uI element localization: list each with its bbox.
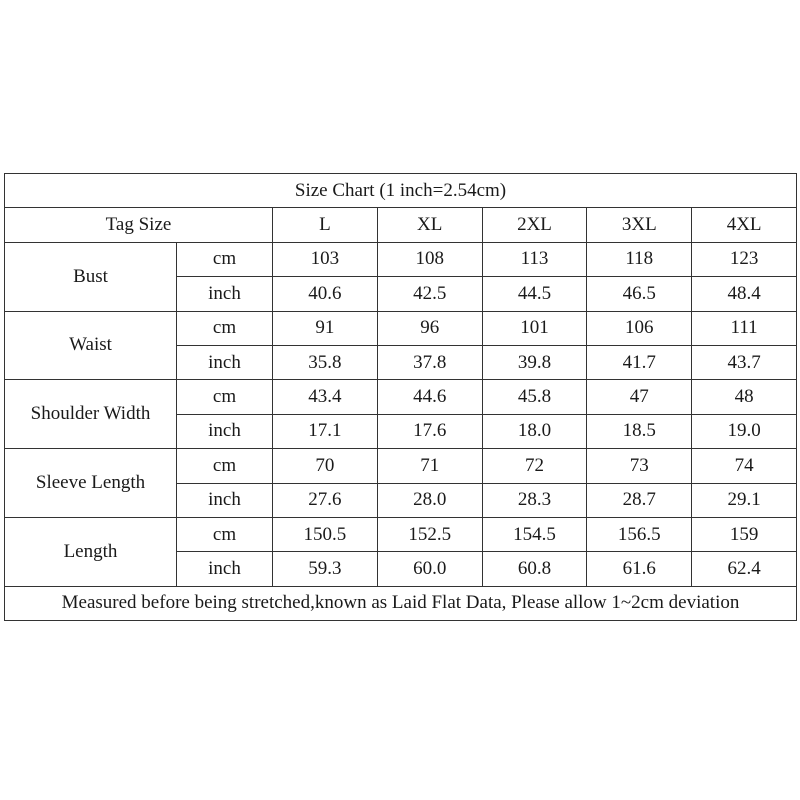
title-row — [5, 174, 797, 208]
value-cell: 159 — [692, 517, 797, 551]
value-cell: 41.7 — [587, 345, 692, 379]
measurement-row — [5, 380, 797, 414]
measurement-row — [5, 449, 797, 483]
value-cell: 106 — [587, 311, 692, 345]
value-cell: 42.5 — [377, 277, 482, 311]
chart-title: Size Chart (1 inch=2.54cm) — [5, 174, 797, 208]
value-cell: 62.4 — [692, 552, 797, 586]
measurement-name: Waist — [5, 311, 177, 380]
unit-cell: inch — [177, 483, 273, 517]
value-cell: 70 — [273, 449, 378, 483]
value-cell: 72 — [482, 449, 587, 483]
size-chart-table — [4, 173, 797, 621]
value-cell: 44.6 — [377, 380, 482, 414]
value-cell: 61.6 — [587, 552, 692, 586]
value-cell: 60.8 — [482, 552, 587, 586]
size-header: XL — [377, 208, 482, 242]
value-cell: 18.5 — [587, 414, 692, 448]
value-cell: 46.5 — [587, 277, 692, 311]
footer-note: Measured before being stretched,known as Laid Flat Data, Please allow 1~2cm deviation — [5, 586, 797, 620]
measurement-name: Bust — [5, 242, 177, 311]
value-cell: 150.5 — [273, 517, 378, 551]
unit-cell: cm — [177, 380, 273, 414]
size-header: L — [273, 208, 378, 242]
measurement-name: Length — [5, 517, 177, 586]
value-cell: 74 — [692, 449, 797, 483]
header-row — [5, 208, 797, 242]
measurement-row — [5, 517, 797, 551]
value-cell: 118 — [587, 242, 692, 276]
footer-row — [5, 586, 797, 620]
value-cell: 27.6 — [273, 483, 378, 517]
value-cell: 28.3 — [482, 483, 587, 517]
value-cell: 18.0 — [482, 414, 587, 448]
size-chart-body — [5, 174, 797, 621]
value-cell: 60.0 — [377, 552, 482, 586]
value-cell: 45.8 — [482, 380, 587, 414]
unit-cell: inch — [177, 345, 273, 379]
value-cell: 40.6 — [273, 277, 378, 311]
value-cell: 152.5 — [377, 517, 482, 551]
value-cell: 73 — [587, 449, 692, 483]
size-header: 2XL — [482, 208, 587, 242]
unit-cell: inch — [177, 277, 273, 311]
value-cell: 156.5 — [587, 517, 692, 551]
value-cell: 35.8 — [273, 345, 378, 379]
value-cell: 48.4 — [692, 277, 797, 311]
value-cell: 123 — [692, 242, 797, 276]
size-header: 4XL — [692, 208, 797, 242]
value-cell: 113 — [482, 242, 587, 276]
unit-cell: inch — [177, 552, 273, 586]
value-cell: 37.8 — [377, 345, 482, 379]
value-cell: 29.1 — [692, 483, 797, 517]
unit-cell: inch — [177, 414, 273, 448]
measurement-name: Shoulder Width — [5, 380, 177, 449]
value-cell: 108 — [377, 242, 482, 276]
value-cell: 28.7 — [587, 483, 692, 517]
value-cell: 101 — [482, 311, 587, 345]
value-cell: 48 — [692, 380, 797, 414]
value-cell: 47 — [587, 380, 692, 414]
value-cell: 111 — [692, 311, 797, 345]
value-cell: 59.3 — [273, 552, 378, 586]
value-cell: 39.8 — [482, 345, 587, 379]
value-cell: 19.0 — [692, 414, 797, 448]
value-cell: 17.1 — [273, 414, 378, 448]
tag-size-label: Tag Size — [5, 208, 273, 242]
value-cell: 44.5 — [482, 277, 587, 311]
unit-cell: cm — [177, 311, 273, 345]
size-header: 3XL — [587, 208, 692, 242]
value-cell: 43.4 — [273, 380, 378, 414]
value-cell: 28.0 — [377, 483, 482, 517]
unit-cell: cm — [177, 449, 273, 483]
value-cell: 71 — [377, 449, 482, 483]
value-cell: 96 — [377, 311, 482, 345]
value-cell: 17.6 — [377, 414, 482, 448]
unit-cell: cm — [177, 242, 273, 276]
measurement-row — [5, 242, 797, 276]
value-cell: 91 — [273, 311, 378, 345]
value-cell: 103 — [273, 242, 378, 276]
measurement-name: Sleeve Length — [5, 449, 177, 518]
unit-cell: cm — [177, 517, 273, 551]
measurement-row — [5, 311, 797, 345]
value-cell: 43.7 — [692, 345, 797, 379]
value-cell: 154.5 — [482, 517, 587, 551]
